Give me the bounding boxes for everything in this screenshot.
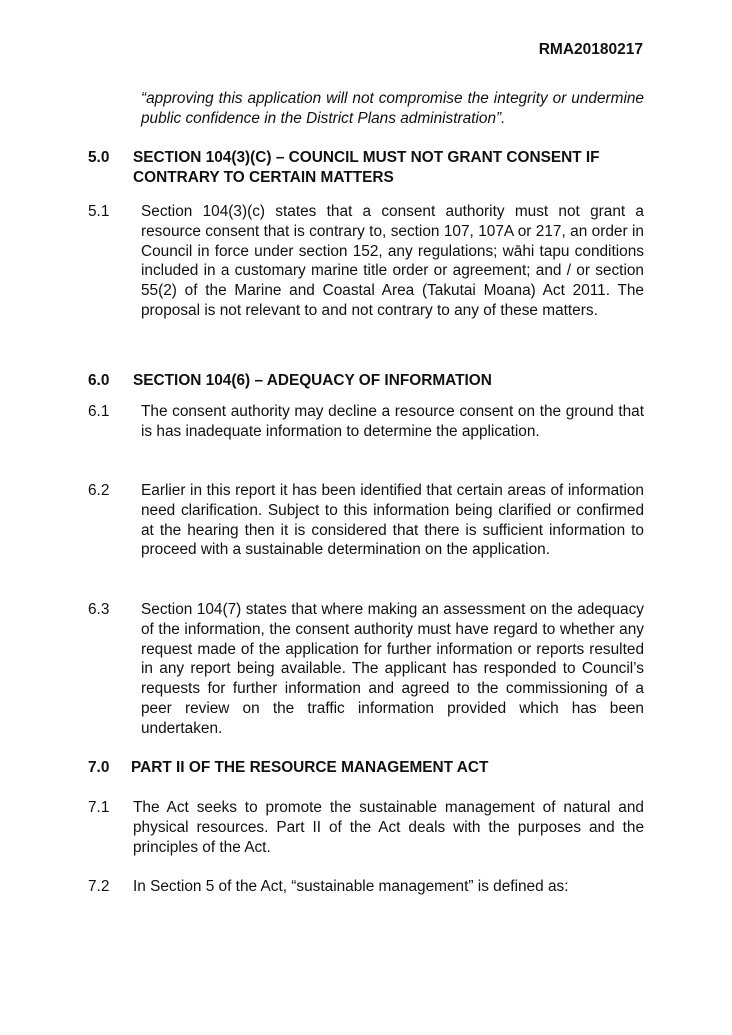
section-5-number: 5.0: [88, 149, 110, 166]
paragraph-text: The consent authority may decline a resource consent on the ground that is has inadequate information to determine the application.: [141, 403, 644, 440]
paragraph-text: Earlier in this report it has been identified that certain areas of information need clarification. Subject to this information being clarified or confirmed at the hearing then it is considered that there is sufficient information to proceed with a sustainable determination on the application.: [141, 482, 644, 559]
paragraph-text: Section 104(7) states that where making an assessment on the adequacy of the information, the consent authority must have regard to whether any request made of the application for further information or reports resulted in any report being available. The applicant has responded to Council’s requests for further information and agreed to the commissioning of a peer review on the traffic information provided which has been undertaken.: [141, 601, 644, 737]
section-6-title: SECTION 104(6) – ADEQUACY OF INFORMATION: [133, 372, 492, 389]
section-5-title: SECTION 104(3)(C) – COUNCIL MUST NOT GRANT CONSENT IF CONTRARY TO CERTAIN MATTERS: [133, 149, 600, 186]
paragraph-number: 5.1: [88, 203, 110, 220]
section-7-number: 7.0: [88, 759, 110, 776]
section-5-heading: [88, 148, 648, 188]
paragraph-7-2: [88, 877, 644, 897]
paragraph-text: In Section 5 of the Act, “sustainable management” is defined as:: [133, 878, 569, 895]
section-6-heading: [88, 371, 648, 391]
paragraph-number: 6.3: [88, 601, 110, 618]
paragraph-number: 7.2: [88, 878, 110, 895]
paragraph-6-2: [88, 481, 644, 560]
paragraph-number: 7.1: [88, 799, 110, 816]
section-7-title: PART II OF THE RESOURCE MANAGEMENT ACT: [131, 759, 489, 776]
paragraph-5-1: [88, 202, 644, 321]
quoted-statement: “approving this application will not compromise the integrity or undermine public confidence in the District Plans administration”.: [141, 90, 644, 127]
paragraph-text: The Act seeks to promote the sustainable management of natural and physical resources. Part II of the Act deals with the purposes and the principles of the Act.: [133, 799, 644, 856]
section-6-number: 6.0: [88, 372, 110, 389]
paragraph-6-1: [88, 402, 644, 442]
paragraph-text: Section 104(3)(c) states that a consent authority must not grant a resource consent that is contrary to, section 107, 107A or 217, an order in Council in force under section 152, any regulations; wāhi tapu conditions included in a customary marine title order or agreement; and / or section 55(2) of the Marine and Coastal Area (Takutai Moana) Act 2011. The proposal is not relevant to and not contrary to any of these matters.: [141, 203, 644, 319]
paragraph-7-1: [88, 798, 644, 857]
paragraph-number: 6.1: [88, 403, 110, 420]
section-7-heading: [88, 758, 648, 778]
document-reference: RMA20180217: [538, 41, 643, 58]
paragraph-6-3: [88, 600, 644, 738]
paragraph-number: 6.2: [88, 482, 110, 499]
